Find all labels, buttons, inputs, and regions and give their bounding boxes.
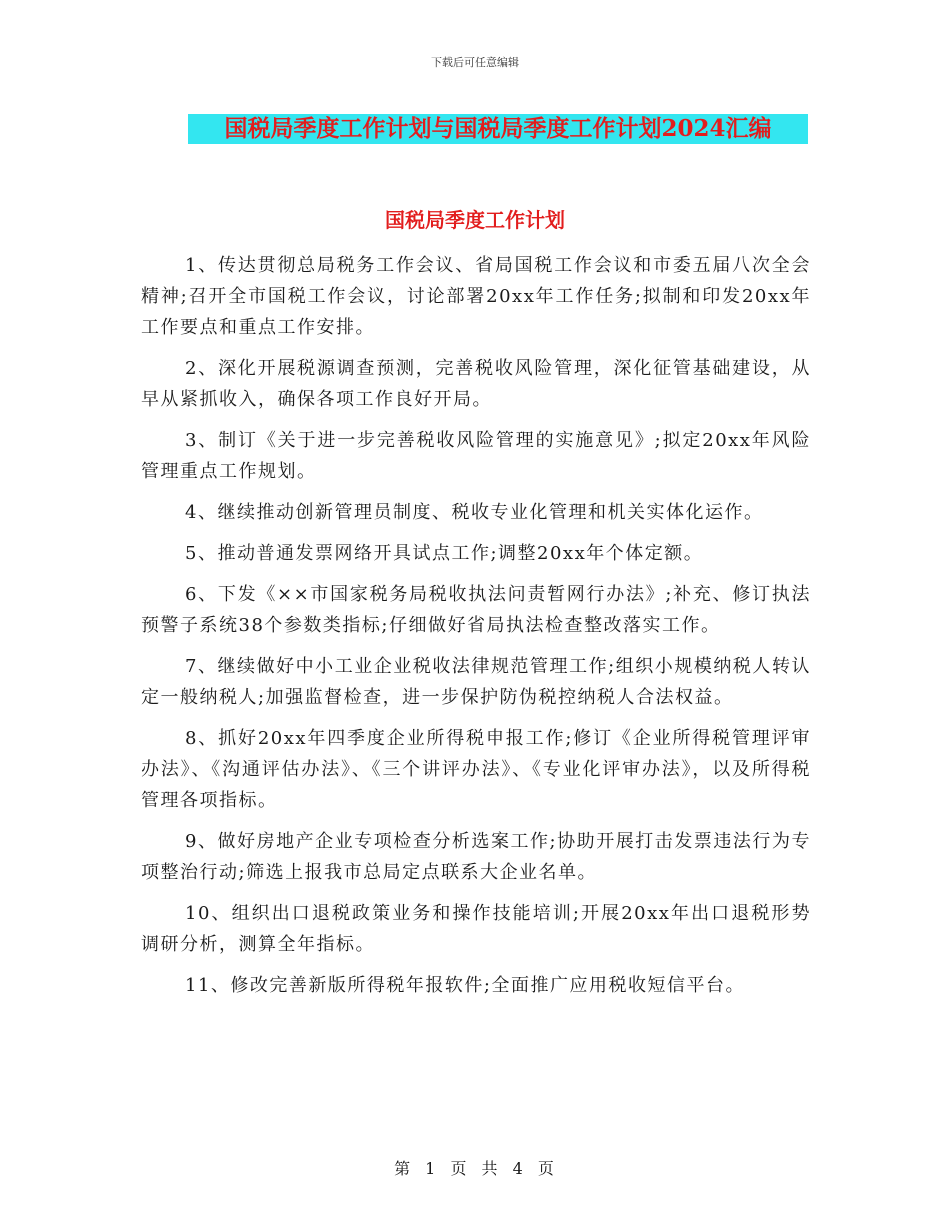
paragraph: 6、下发《××市国家税务局税收执法问责暂网行办法》;补充、修订执法预警子系统38个参数类指标;仔细做好省局执法检查整改落实工作。 bbox=[141, 584, 811, 636]
paragraph: 4、继续推动创新管理员制度、税收专业化管理和机关实体化运作。 bbox=[185, 502, 764, 523]
paragraph: 3、制订《关于进一步完善税收风险管理的实施意见》;拟定20xx年风险管理重点工作规划。 bbox=[141, 430, 811, 482]
paragraph: 8、抓好20xx年四季度企业所得税申报工作;修订《企业所得税管理评审办法》、《沟通评估办法》、《三个讲评办法》、《专业化评审办法》，以及所得税管理各项指标。 bbox=[141, 728, 811, 811]
header-note: 下载后可任意编辑 bbox=[431, 56, 519, 69]
paragraph: 9、做好房地产企业专项检查分析选案工作;协助开展打击发票违法行为专项整治行动;筛选上报我市总局定点联系大企业名单。 bbox=[141, 831, 811, 883]
paragraph: 1、传达贯彻总局税务工作会议、省局国税工作会议和市委五届八次全会精神;召开全市国税工作会议，讨论部署20xx年工作任务;拟制和印发20xx年工作要点和重点工作安排。 bbox=[141, 255, 811, 338]
document-body bbox=[141, 250, 811, 1011]
section-title: 国税局季度工作计划 bbox=[385, 208, 565, 232]
document-main-title: 国税局季度工作计划与国税局季度工作计划2024汇编 bbox=[188, 114, 808, 144]
paragraph: 10、组织出口退税政策业务和操作技能培训;开展20xx年出口退税形势调研分析，测算全年指标。 bbox=[141, 903, 811, 955]
paragraph: 2、深化开展税源调查预测，完善税收风险管理，深化征管基础建设，从早从紧抓收入，确保各项工作良好开局。 bbox=[141, 358, 811, 410]
paragraph: 5、推动普通发票网络开具试点工作;调整20xx年个体定额。 bbox=[185, 543, 704, 564]
paragraph: 7、继续做好中小工业企业税收法律规范管理工作;组织小规模纳税人转认定一般纳税人;加强监督检查，进一步保护防伪税控纳税人合法权益。 bbox=[141, 656, 811, 708]
page-number: 第 1 页 共 4 页 bbox=[394, 1159, 556, 1178]
paragraph: 11、修改完善新版所得税年报软件;全面推广应用税收短信平台。 bbox=[185, 975, 745, 996]
